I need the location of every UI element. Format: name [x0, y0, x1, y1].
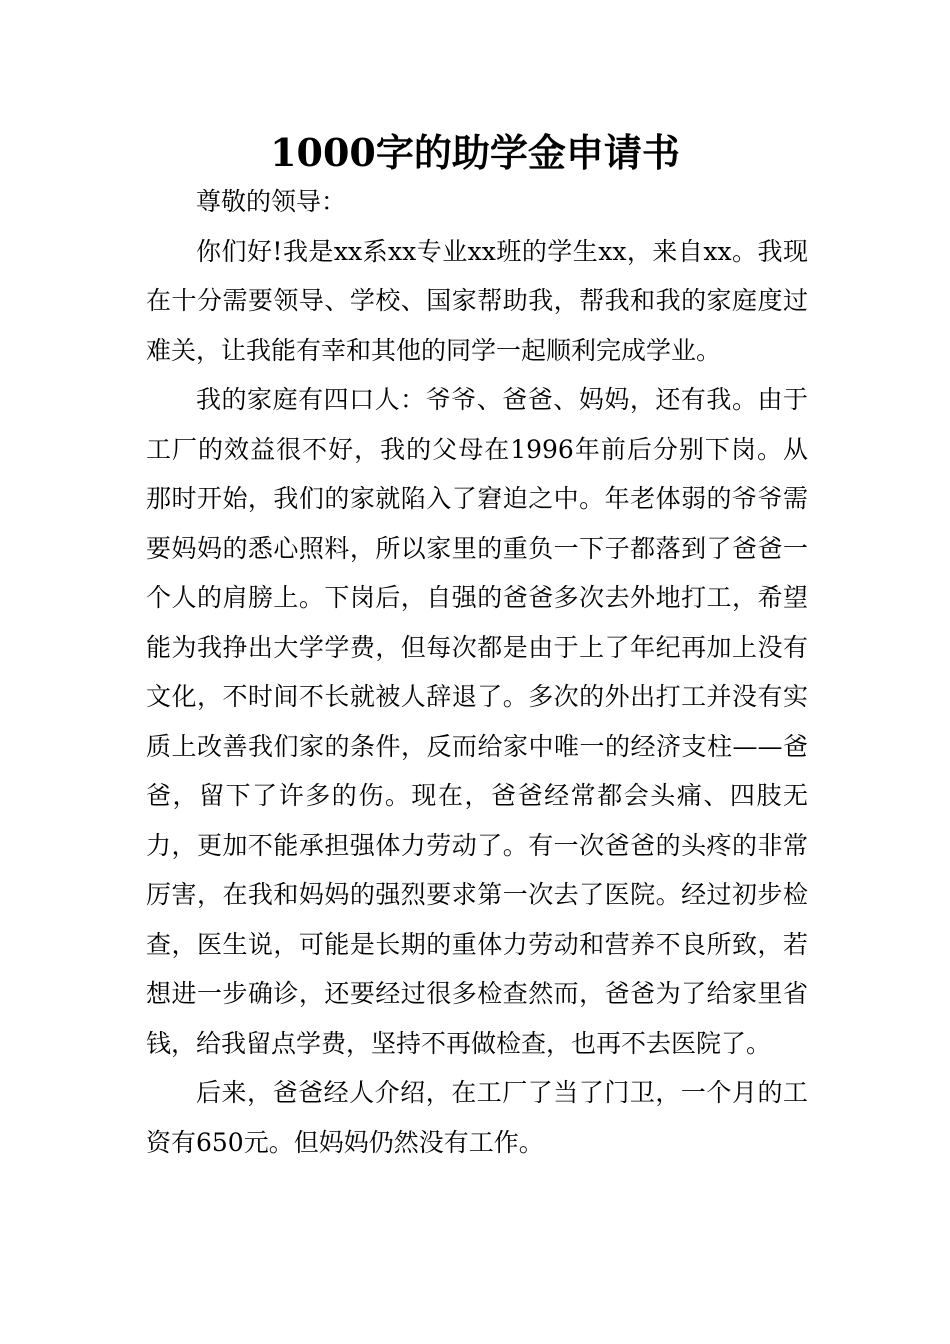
document-title: 1000字的助学金申请书 [270, 130, 680, 175]
paragraph-family-situation: 我的家庭有四口人：爷爷、爸爸、妈妈，还有我。由于工厂的效益很不好，我的父母在1996年前后分别下岗。从那时开始，我们的家就陷入了窘迫之中。年老体弱的爷爷需要妈妈的悉心照料，所以家里的重负一下子都落到了爸爸一个人的肩膀上。下岗后，自强的爸爸多次去外地打工，希望能为我挣出大学学费，但每次都是由于上了年纪再加上没有文化，不时间不长就被人辞退了。多次的外出打工并没有实质上改善我们家的条件，反而给家中唯一的经济支柱——爸爸，留下了许多的伤。现在，爸爸经常都会头痛、四肢无力，更加不能承担强体力劳动了。有一次爸爸的头疼的非常厉害，在我和妈妈的强烈要求第一次去了医院。经过初步检查，医生说，可能是长期的重体力劳动和营养不良所致，若想进一步确诊，还要经过很多检查然而，爸爸为了给家里省钱，给我留点学费，坚持不再做检查，也再不去医院了。 [146, 385, 808, 1058]
paragraph-current-income: 后来，爸爸经人介绍，在工厂了当了门卫，一个月的工资有650元。但妈妈仍然没有工作。 [146, 1078, 808, 1157]
salutation: 尊敬的领导： [196, 187, 347, 216]
document-body [146, 177, 808, 1167]
paragraph-introduction: 你们好!我是xx系xx专业xx班的学生xx，来自xx。我现在十分需要领导、学校、国家帮助我，帮我和我的家庭度过难关，让我能有幸和其他的同学一起顺利完成学业。 [146, 236, 808, 365]
